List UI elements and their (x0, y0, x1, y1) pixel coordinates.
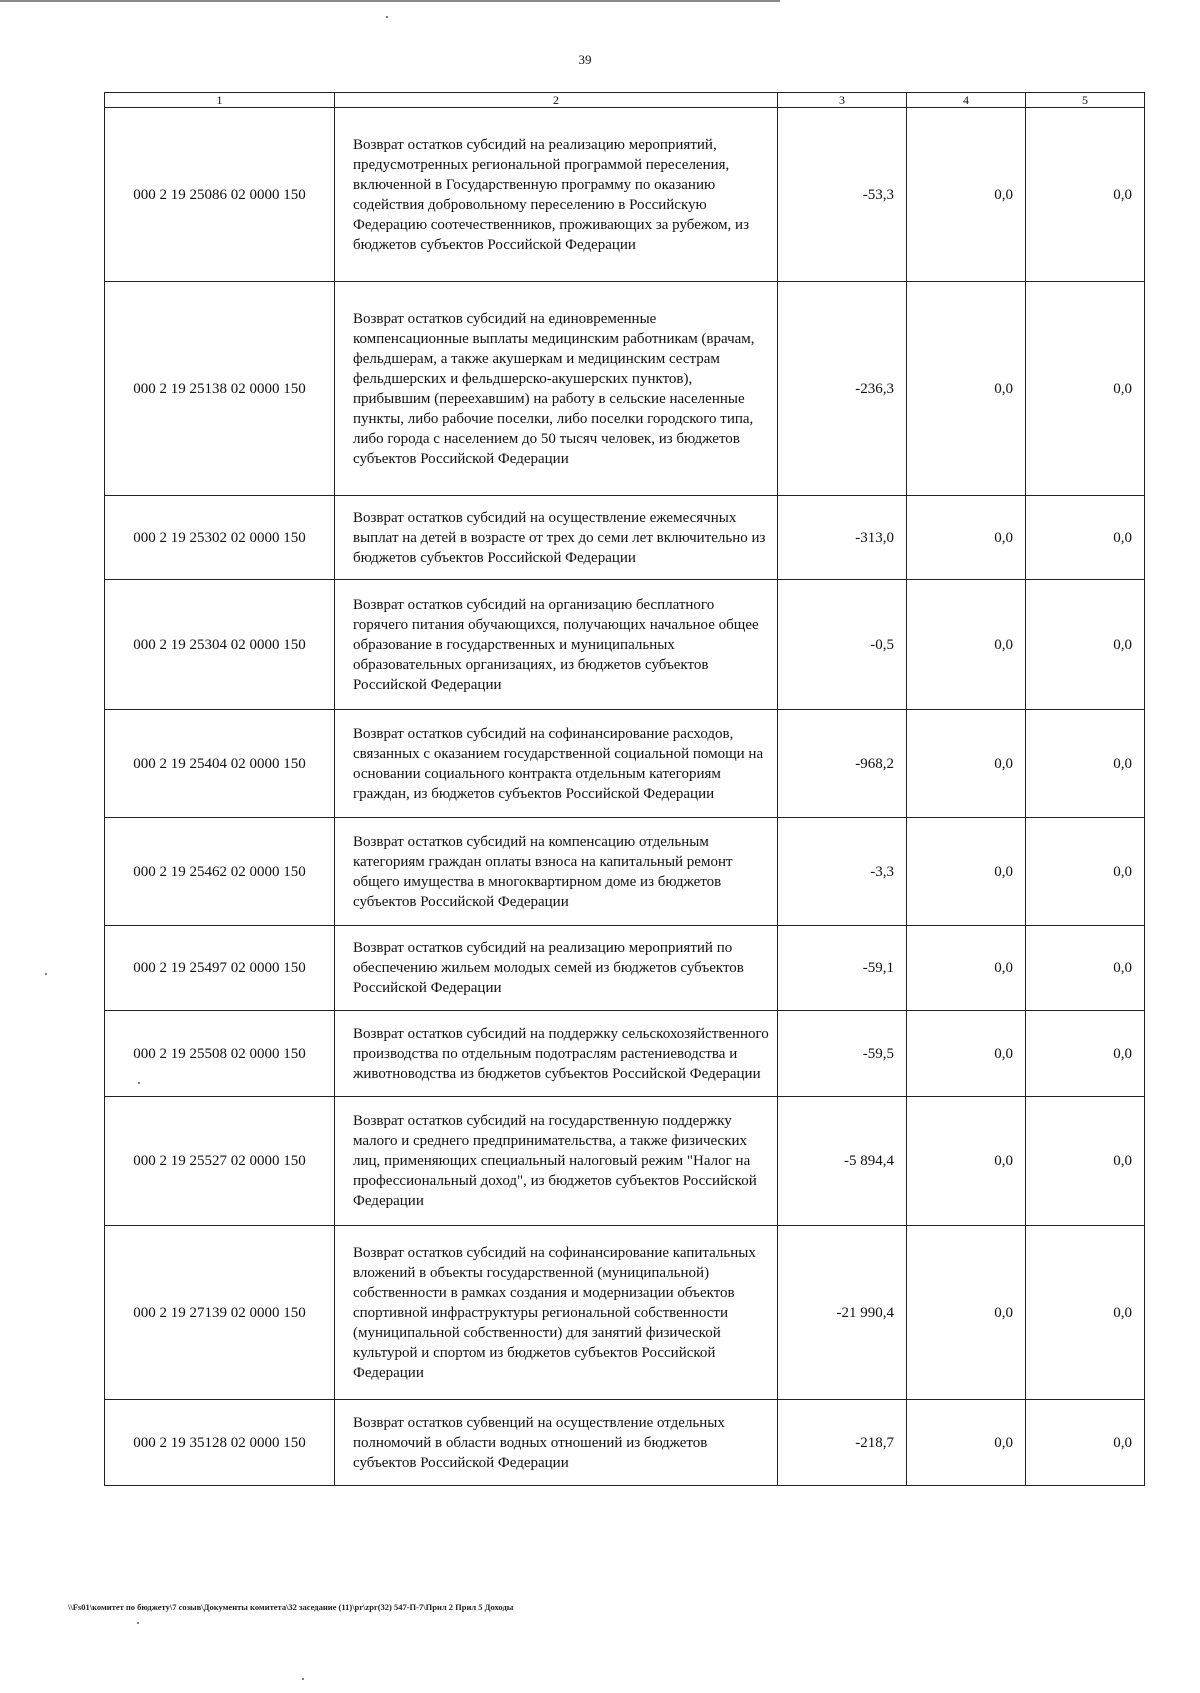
amount-col3: -3,3 (778, 818, 907, 926)
column-number-row (105, 93, 1145, 108)
amount-col3: -968,2 (778, 710, 907, 818)
budget-code: 000 2 19 25497 02 0000 150 (105, 926, 335, 1011)
column-header-1: 1 (105, 93, 335, 108)
amount-col5: 0,0 (1026, 710, 1145, 818)
table-row (105, 496, 1145, 580)
budget-code: 000 2 19 25404 02 0000 150 (105, 710, 335, 818)
income-description: Возврат остатков субсидий на организацию бесплатного горячего питания обучающихся, получающих начальное общее образование в государственных и муниципальных образовательных организациях, из бюджетов субъектов Российской Федерации (335, 580, 778, 710)
amount-col3: -59,1 (778, 926, 907, 1011)
amount-col5: 0,0 (1026, 926, 1145, 1011)
amount-col4: 0,0 (907, 108, 1026, 282)
amount-col3: -5 894,4 (778, 1097, 907, 1226)
amount-col3: -218,7 (778, 1400, 907, 1486)
amount-col3: -236,3 (778, 282, 907, 496)
budget-code: 000 2 19 25508 02 0000 150 (105, 1011, 335, 1097)
amount-col4: 0,0 (907, 818, 1026, 926)
amount-col3: -313,0 (778, 496, 907, 580)
income-description: Возврат остатков субсидий на государственную поддержку малого и среднего предпринимательства, а также физических лиц, применяющих специальный налоговый режим "Налог на профессиональный доход", из бюджетов субъектов Российской Федерации (335, 1097, 778, 1226)
amount-col3: -21 990,4 (778, 1226, 907, 1400)
amount-col5: 0,0 (1026, 1097, 1145, 1226)
amount-col5: 0,0 (1026, 818, 1145, 926)
column-header-2: 2 (335, 93, 778, 108)
budget-code: 000 2 19 25527 02 0000 150 (105, 1097, 335, 1226)
budget-code: 000 2 19 25138 02 0000 150 (105, 282, 335, 496)
column-header-5: 5 (1026, 93, 1145, 108)
income-description: Возврат остатков субсидий на софинансирование расходов, связанных с оказанием государственной социальной помощи на основании социального контракта отдельным категориям граждан, из бюджетов субъектов Российской Федерации (335, 710, 778, 818)
amount-col3: -59,5 (778, 1011, 907, 1097)
amount-col5: 0,0 (1026, 1226, 1145, 1400)
table-row (105, 580, 1145, 710)
income-description: Возврат остатков субсидий на поддержку сельскохозяйственного производства по отдельным подотраслям растениеводства и животноводства из бюджетов субъектов Российской Федерации (335, 1011, 778, 1097)
table-row (105, 818, 1145, 926)
table-row (105, 282, 1145, 496)
scan-speck (386, 16, 388, 18)
top-rule (0, 0, 780, 2)
page-number: 39 (578, 52, 592, 67)
amount-col5: 0,0 (1026, 108, 1145, 282)
income-description: Возврат остатков субсидий на реализацию мероприятий, предусмотренных региональной программой переселения, включенной в Государственную программу по оказанию содействия добровольному переселению в Российскую Федерацию соотечественников, проживающих за рубежом, из бюджетов субъектов Российской Федерации (335, 108, 778, 282)
table-row (105, 1226, 1145, 1400)
amount-col5: 0,0 (1026, 282, 1145, 496)
scan-speck (45, 973, 47, 975)
budget-code: 000 2 19 25462 02 0000 150 (105, 818, 335, 926)
income-description: Возврат остатков субсидий на реализацию мероприятий по обеспечению жильем молодых семей из бюджетов субъектов Российской Федерации (335, 926, 778, 1011)
amount-col4: 0,0 (907, 580, 1026, 710)
income-description: Возврат остатков субвенций на осуществление отдельных полномочий в области водных отношений из бюджетов субъектов Российской Федерации (335, 1400, 778, 1486)
amount-col4: 0,0 (907, 1400, 1026, 1486)
budget-code: 000 2 19 35128 02 0000 150 (105, 1400, 335, 1486)
table-row (105, 710, 1145, 818)
amount-col4: 0,0 (907, 1226, 1026, 1400)
amount-col3: -53,3 (778, 108, 907, 282)
file-path-footer: \\Fs01\комитет по бюджету\7 созыв\Документы комитета\32 заседание (11)\pr\zpr(32) 547-П-7\Прил 2 Прил 5 Доходы (68, 1602, 514, 1612)
income-description: Возврат остатков субсидий на компенсацию отдельным категориям граждан оплаты взноса на капитальный ремонт общего имущества в многоквартирном доме из бюджетов субъектов Российской Федерации (335, 818, 778, 926)
scan-speck (137, 1622, 139, 1624)
budget-code: 000 2 19 25086 02 0000 150 (105, 108, 335, 282)
amount-col5: 0,0 (1026, 1400, 1145, 1486)
table-row (105, 1097, 1145, 1226)
budget-code: 000 2 19 25304 02 0000 150 (105, 580, 335, 710)
amount-col4: 0,0 (907, 710, 1026, 818)
amount-col4: 0,0 (907, 1011, 1026, 1097)
budget-code: 000 2 19 25302 02 0000 150 (105, 496, 335, 580)
budget-code: 000 2 19 27139 02 0000 150 (105, 1226, 335, 1400)
column-header-4: 4 (907, 93, 1026, 108)
amount-col4: 0,0 (907, 926, 1026, 1011)
amount-col4: 0,0 (907, 1097, 1026, 1226)
amount-col3: -0,5 (778, 580, 907, 710)
amount-col5: 0,0 (1026, 580, 1145, 710)
column-header-3: 3 (778, 93, 907, 108)
scan-speck (302, 1678, 304, 1680)
scan-speck (138, 1082, 140, 1084)
table-row (105, 926, 1145, 1011)
table-row (105, 1011, 1145, 1097)
table-row (105, 108, 1145, 282)
revenue-table (104, 92, 1145, 1486)
income-description: Возврат остатков субсидий на софинансирование капитальных вложений в объекты государственной (муниципальной) собственности в рамках создания и модернизации объектов спортивной инфраструктуры региональной собственности (муниципальной собственности) для занятий физической культурой и спортом из бюджетов субъектов Российской Федерации (335, 1226, 778, 1400)
amount-col5: 0,0 (1026, 1011, 1145, 1097)
amount-col4: 0,0 (907, 282, 1026, 496)
table-row (105, 1400, 1145, 1486)
amount-col4: 0,0 (907, 496, 1026, 580)
income-description: Возврат остатков субсидий на осуществление ежемесячных выплат на детей в возрасте от трех до семи лет включительно из бюджетов субъектов Российской Федерации (335, 496, 778, 580)
income-description: Возврат остатков субсидий на единовременные компенсационные выплаты медицинским работникам (врачам, фельдшерам, а также акушеркам и медицинским сестрам фельдшерских и фельдшерско-акушерских пунктов), прибывшим (переехавшим) на работу в сельские населенные пункты, либо рабочие поселки, либо поселки городского типа, либо города с населением до 50 тысяч человек, из бюджетов субъектов Российской Федерации (335, 282, 778, 496)
amount-col5: 0,0 (1026, 496, 1145, 580)
